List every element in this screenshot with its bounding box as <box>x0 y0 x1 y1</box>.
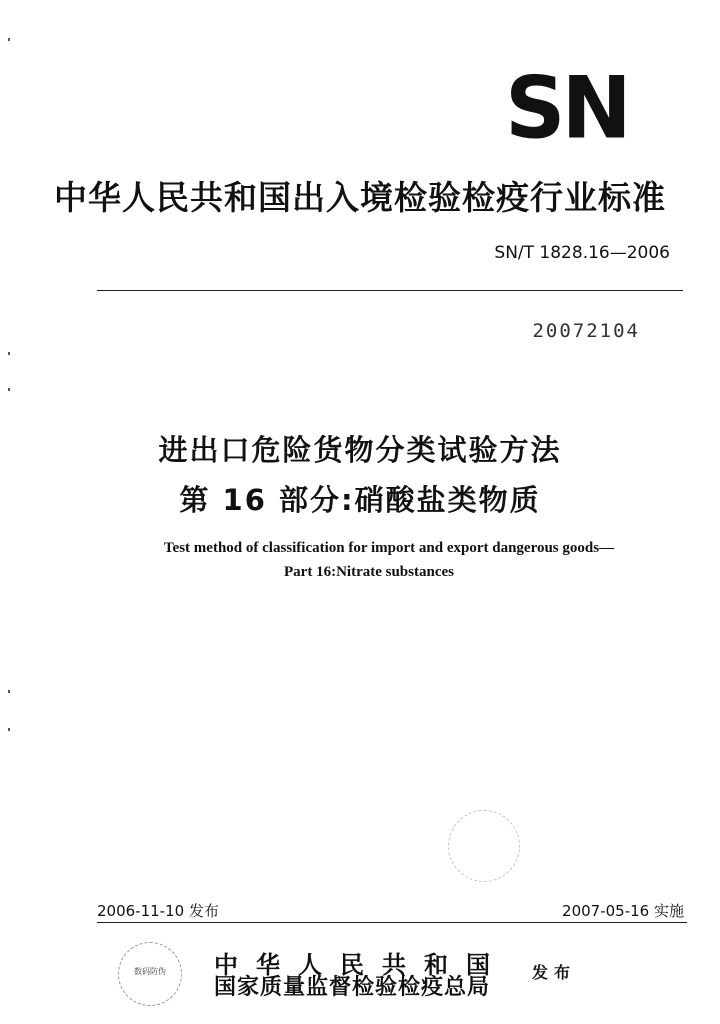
issuing-authority-heading: 中华人民共和国出入境检验检疫行业标准 <box>54 178 666 217</box>
title-english-line-2: Part 16:Nitrate substances <box>284 564 454 580</box>
scan-speck <box>8 690 10 693</box>
header-divider <box>97 290 683 291</box>
issue-date: 2006-11-10 发布 <box>97 902 219 920</box>
sn-logo: SN <box>505 57 628 158</box>
publish-label: 发布 <box>532 963 577 982</box>
footer-divider <box>97 922 687 923</box>
issuer-line-2: 国家质量监督检验检疫总局 <box>214 974 491 1000</box>
title-chinese-line-2: 第 16 部分:硝酸盐类物质 <box>179 483 541 517</box>
scan-speck <box>8 352 10 355</box>
standard-code: SN/T 1828.16—2006 <box>494 243 670 263</box>
scan-speck <box>8 728 10 731</box>
implementation-date: 2007-05-16 实施 <box>562 902 684 920</box>
emblem-label: 数码防伪 <box>134 967 166 976</box>
stamp-number: 20072104 <box>532 320 640 342</box>
faded-seal-icon <box>448 810 520 882</box>
title-chinese-line-1: 进出口危险货物分类试验方法 <box>158 433 562 467</box>
scan-speck <box>8 38 10 41</box>
issuer-line-1: 中华人民共和国 <box>214 950 508 979</box>
title-english-line-1: Test method of classification for import and export dangerous goods— <box>163 540 615 556</box>
scan-speck <box>8 388 10 391</box>
